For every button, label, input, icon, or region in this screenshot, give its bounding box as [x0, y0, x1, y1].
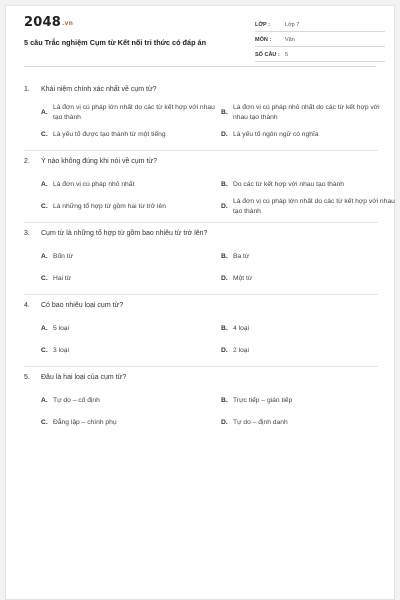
question-2: [24, 158, 395, 218]
meta-class: [255, 18, 385, 32]
logo-suffix: .vn: [61, 20, 74, 27]
option-letter: D.: [221, 203, 228, 210]
header-divider: [24, 66, 376, 67]
option-b[interactable]: [221, 174, 395, 196]
question-text: Khái niệm chính xác nhất về cụm từ?: [41, 86, 157, 93]
question-text: Cụm từ là những tổ hợp từ gồm bao nhiêu từ trở lên?: [41, 230, 208, 237]
option-c[interactable]: [41, 196, 215, 218]
option-letter: A.: [41, 109, 48, 116]
option-letter: B.: [221, 181, 228, 188]
option-letter: B.: [221, 253, 228, 260]
question-3: [24, 230, 378, 290]
option-letter: B.: [221, 109, 228, 116]
option-a[interactable]: [41, 246, 215, 268]
question-4: [24, 302, 378, 362]
option-letter: D.: [221, 275, 228, 282]
option-a[interactable]: [41, 102, 215, 124]
option-text: Là đơn vị cú pháp nhỏ nhất: [53, 181, 135, 188]
option-text: Là đơn vị cú pháp lớn nhất do các từ kết hợp với nhau tạo thành: [233, 198, 395, 215]
option-text: Một từ: [233, 275, 253, 282]
option-b[interactable]: [221, 102, 395, 124]
option-text: Là yếu tố được tạo thành từ một tiếng: [53, 131, 166, 138]
option-text: Là những tổ hợp từ gồm hai từ trở lên: [53, 203, 166, 210]
option-a[interactable]: [41, 174, 215, 196]
question-1: [24, 86, 378, 146]
option-letter: A.: [41, 325, 48, 332]
option-letter: C.: [41, 419, 48, 426]
meta-subject: [255, 33, 385, 47]
question-divider: [24, 294, 378, 295]
site-logo[interactable]: [24, 15, 73, 30]
option-letter: B.: [221, 397, 228, 404]
question-5: [24, 374, 378, 434]
question-divider: [24, 150, 378, 151]
option-letter: A.: [41, 181, 48, 188]
option-text: Tự do – định danh: [233, 419, 288, 426]
question-number: 3.: [24, 230, 30, 237]
option-a[interactable]: [41, 390, 215, 412]
meta-info: [255, 18, 385, 63]
option-d[interactable]: [221, 196, 395, 218]
meta-value: Lớp 7: [285, 21, 300, 28]
worksheet-page: [5, 5, 395, 600]
option-a[interactable]: [41, 318, 215, 340]
question-number: 4.: [24, 302, 30, 309]
option-b[interactable]: [221, 390, 395, 412]
option-letter: D.: [221, 347, 228, 354]
option-c[interactable]: [41, 412, 215, 434]
question-number: 5.: [24, 374, 30, 381]
option-text: Bốn từ: [53, 253, 74, 260]
option-b[interactable]: [221, 318, 395, 340]
option-text: Do các từ kết hợp với nhau tạo thành: [233, 181, 345, 188]
meta-label: MÔN :: [255, 36, 272, 43]
question-number: 1.: [24, 86, 30, 93]
option-text: 2 loại: [233, 347, 249, 354]
meta-label: LỚP :: [255, 21, 270, 28]
option-text: 4 loại: [233, 325, 249, 332]
option-text: 5 loại: [53, 325, 69, 332]
question-text: Có bao nhiêu loại cụm từ?: [41, 302, 124, 309]
option-letter: A.: [41, 397, 48, 404]
question-divider: [24, 366, 378, 367]
meta-value: 5: [285, 51, 289, 58]
option-b[interactable]: [221, 246, 395, 268]
option-text: 3 loại: [53, 347, 69, 354]
question-list: [24, 86, 395, 434]
question-text: Đâu là hai loại của cụm từ?: [41, 374, 127, 381]
question-number: 2.: [24, 158, 30, 165]
option-letter: C.: [41, 275, 48, 282]
question-divider: [24, 222, 378, 223]
option-text: Đẳng lập – chính phụ: [53, 419, 117, 426]
logo-text: 2048: [24, 15, 61, 30]
option-text: Hai từ: [53, 275, 72, 282]
meta-value: Văn: [285, 36, 295, 43]
option-letter: C.: [41, 131, 48, 138]
option-text: Là đơn vị cú pháp lớn nhất do các từ kết hợp với nhau tạo thành: [53, 104, 215, 121]
option-text: Trực tiếp – gián tiếp: [233, 397, 293, 404]
option-text: Là yếu tố ngôn ngữ có nghĩa: [233, 131, 319, 138]
meta-label: SỐ CÂU :: [255, 51, 280, 58]
option-text: Là đơn vị cú pháp nhỏ nhất do các từ kết hợp với nhau tạo thành: [233, 104, 380, 121]
option-letter: D.: [221, 419, 228, 426]
option-letter: A.: [41, 253, 48, 260]
option-d[interactable]: [221, 268, 395, 290]
option-c[interactable]: [41, 268, 215, 290]
option-d[interactable]: [221, 340, 395, 362]
document-title: 5 câu Trắc nghiệm Cụm từ Kết nối tri thức có đáp án: [24, 38, 207, 47]
option-d[interactable]: [221, 124, 395, 146]
option-letter: D.: [221, 131, 228, 138]
option-text: Ba từ: [233, 253, 250, 260]
option-c[interactable]: [41, 340, 215, 362]
option-c[interactable]: [41, 124, 215, 146]
option-text: Tự do – cố định: [53, 397, 100, 404]
meta-question-count: [255, 48, 385, 62]
option-letter: C.: [41, 347, 48, 354]
option-d[interactable]: [221, 412, 395, 434]
option-letter: C.: [41, 203, 48, 210]
question-text: Ý nào không đúng khi nói về cụm từ?: [41, 158, 157, 165]
option-letter: B.: [221, 325, 228, 332]
